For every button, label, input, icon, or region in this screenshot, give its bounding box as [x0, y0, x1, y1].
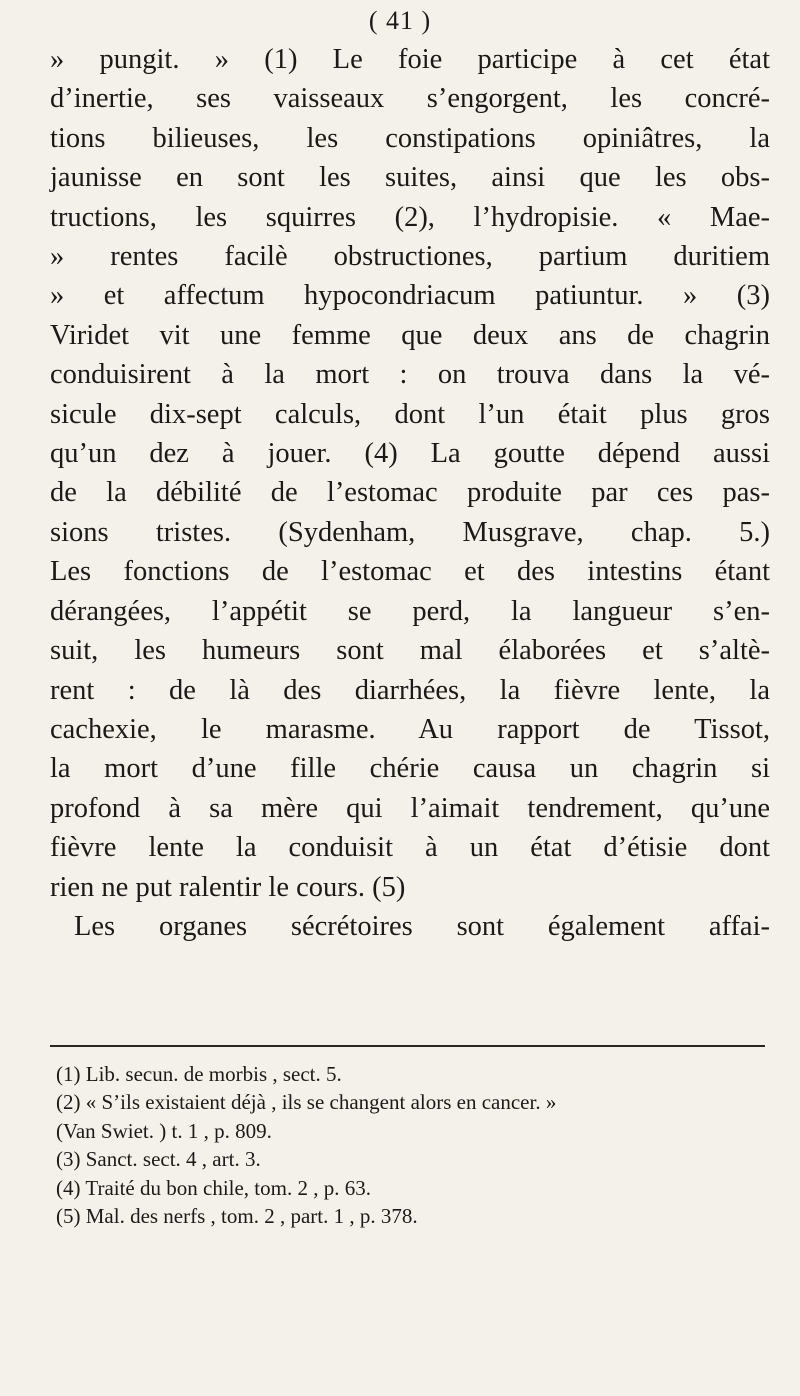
- body-line-17: rent : de là des diarrhées, la fièvre lente, la: [50, 674, 770, 706]
- body-line-6: » rentes facilè obstructiones, partium duritiem: [50, 241, 770, 273]
- body-line-21: fièvre lente la conduisit à un état d’étisie dont: [50, 832, 770, 864]
- page-number: ( 41 ): [368, 6, 432, 35]
- body-line-2: d’inertie, ses vaisseaux s’engorgent, les concré-: [50, 83, 770, 115]
- body-line-3: tions bilieuses, les constipations opiniâtres, la: [50, 122, 770, 154]
- body-line-18: cachexie, le marasme. Au rapport de Tissot,: [50, 713, 770, 745]
- body-line-10: sicule dix-sept calculs, dont l’un était plus gros: [50, 398, 770, 430]
- footnote-1: (1) Lib. secun. de morbis , sect. 5.: [56, 1062, 342, 1086]
- body-line-22: rien ne put ralentir le cours. (5): [50, 871, 406, 903]
- body-line-8: Viridet vit une femme que deux ans de chagrin: [50, 319, 770, 351]
- footnote-5: (5) Mal. des nerfs , tom. 2 , part. 1 , p. 378.: [56, 1204, 418, 1229]
- body-line-23: Les organes sécrétoires sont également affai-: [74, 910, 770, 942]
- body-line-4: jaunisse en sont les suites, ainsi que les obs-: [50, 162, 770, 194]
- body-line-16: suit, les humeurs sont mal élaborées et s’altè-: [50, 635, 770, 667]
- body-line-13: sions tristes. (Sydenham, Musgrave, chap. 5.): [50, 516, 770, 548]
- body-line-5: tructions, les squirres (2), l’hydropisie. « Mae-: [50, 201, 770, 233]
- body-line-15: dérangées, l’appétit se perd, la langueur s’en-: [50, 595, 770, 627]
- footnote-3: (3) Sanct. sect. 4 , art. 3.: [56, 1147, 261, 1172]
- body-text: [50, 40, 770, 946]
- body-line-7: » et affectum hypocondriacum patiuntur. » (3): [50, 280, 770, 312]
- body-line-19: la mort d’une fille chérie causa un chagrin si: [50, 753, 770, 785]
- body-line-11: qu’un dez à jouer. (4) La goutte dépend aussi: [50, 438, 770, 470]
- body-line-9: conduisirent à la mort : on trouva dans la vé-: [50, 359, 770, 391]
- body-line-14: Les fonctions de l’estomac et des intestins étant: [50, 556, 770, 588]
- footnote-2: (2) « S’ils existaient déjà , ils se changent alors en cancer. »: [56, 1090, 557, 1115]
- footnote-4: (4) Traité du bon chile, tom. 2 , p. 63.: [56, 1175, 371, 1200]
- body-line-12: de la débilité de l’estomac produite par ces pas-: [50, 477, 770, 509]
- footnote-divider: [50, 1045, 765, 1047]
- body-line-1: » pungit. » (1) Le foie participe à cet état: [50, 44, 770, 75]
- footnotes: [56, 1060, 756, 1230]
- body-line-20: profond à sa mère qui l’aimait tendrement, qu’une: [50, 792, 770, 824]
- footnote-2-continued: (Van Swiet. ) t. 1 , p. 809.: [56, 1118, 272, 1143]
